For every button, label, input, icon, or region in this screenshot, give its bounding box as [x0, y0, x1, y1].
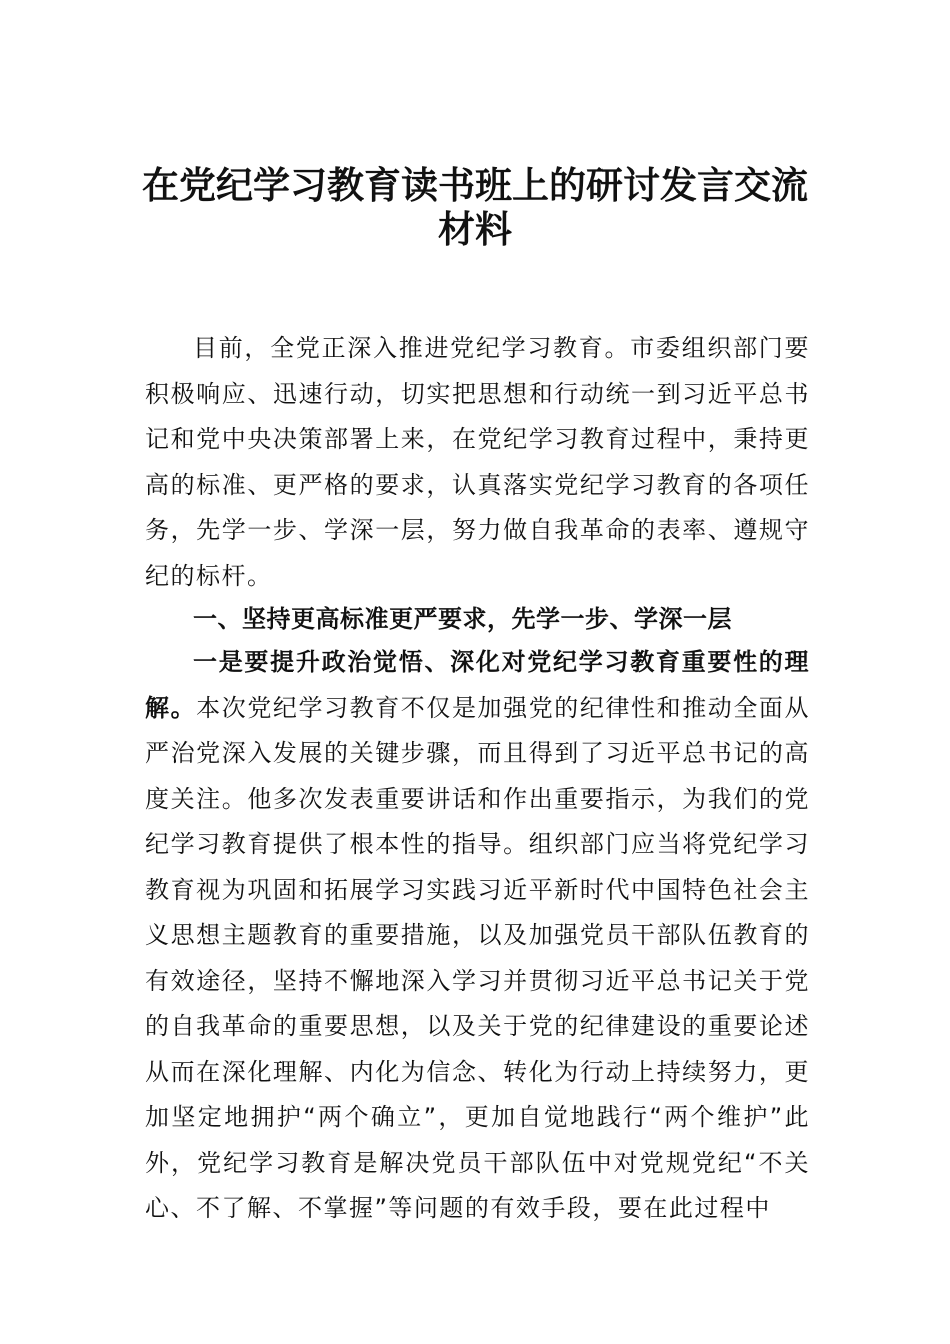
document-title-line-1: 在党纪学习教育读书班上的研讨发言交流	[142, 163, 808, 207]
intro-paragraph: 目前，全党正深入推进党纪学习教育。市委组织部门要积极响应、迅速行动，切实把思想和行动统一到习近平总书记和党中央决策部署上来，在党纪学习教育过程中，秉持更高的标准、更严格的要求，认真落实党纪学习教育的各项任务，先学一步、学深一层，努力做自我革命的表率、遵规守纪的标杆。	[145, 334, 810, 590]
paragraph-lead-sentence: 一是要提升政治觉悟、深化对党纪学习教育重要性的理解。	[145, 648, 810, 722]
section-heading-1: 一、坚持更高标准更严要求，先学一步、学深一层	[193, 605, 732, 633]
section-1-paragraph-1	[145, 640, 810, 1232]
document-title-line-2: 材料	[438, 207, 512, 251]
paragraph-body-text: 本次党纪学习教育不仅是加强党的纪律性和推动全面从严治党深入发展的关键步骤，而且得到了习近平总书记的高度关注。他多次发表重要讲话和作出重要指示，为我们的党纪学习教育提供了根本性的指导。组织部门应当将党纪学习教育视为巩固和拓展学习实践习近平新时代中国特色社会主义思想主题教育的重要措施，以及加强党员干部队伍教育的有效途径，坚持不懈地深入学习并贯彻习近平总书记关于党的自我革命的重要思想，以及关于党的纪律建设的重要论述从而在深化理解、内化为信念、转化为行动上持续努力，更加坚定地拥护“两个确立”，更加自觉地践行“两个维护”此外，党纪学习教育是解决党员干部队伍中对党规党纪“不关心、不了解、不掌握”等问题的有效手段，要在此过程中	[145, 693, 811, 1222]
